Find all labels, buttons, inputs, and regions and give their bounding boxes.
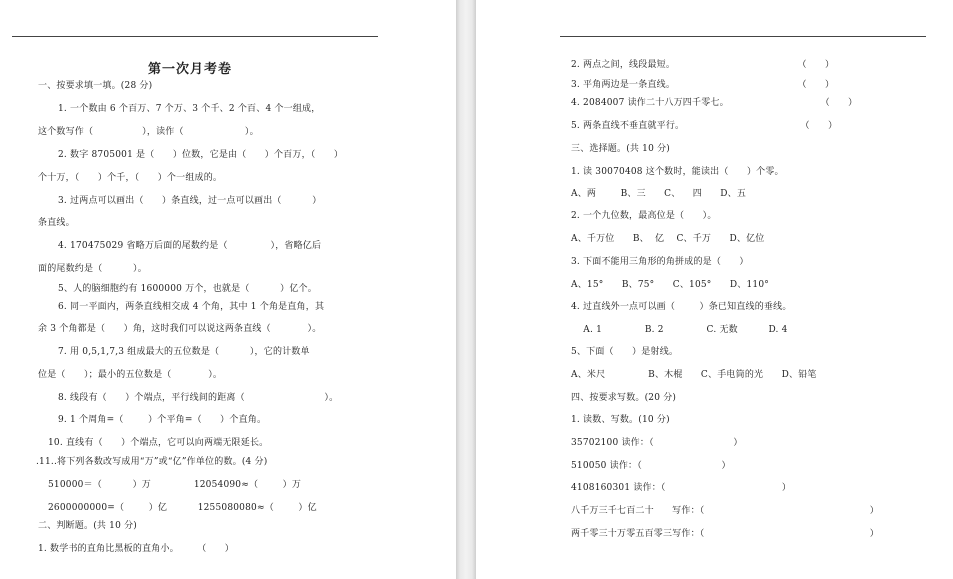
question-line: 2600000000=（ ）亿 1255080080≈（ ）亿 — [48, 503, 317, 513]
question-line: 2. 两点之间，线段最短。 （ ） — [571, 60, 835, 70]
question-line: 八千万三千七百二十 写作：（ ） — [571, 506, 879, 516]
question-line: 6. 同一平面内，两条直线相交成 4 个角，其中 1 个角是直角，其 — [58, 302, 325, 312]
question-line: 两千零三十万零五百零三写作：（ ） — [571, 529, 879, 539]
right-page — [476, 0, 953, 579]
left-page — [0, 0, 456, 579]
question-line: 510000＝（ ）万 12054090≈（ ）万 — [48, 480, 302, 490]
question-line: 余 3 个角都是（ ）角，这时我们可以说这两条直线（ ）。 — [38, 324, 322, 334]
question-line: 35702100 读作：（ ） — [571, 438, 743, 448]
option-line: A、两 B、三 C、 四 D、五 — [571, 189, 747, 199]
question-line: 1. 读数、写数。(10 分) — [571, 415, 670, 425]
question-line: 1. 读 30070408 这个数时，能读出（ ）个零。 — [571, 167, 784, 177]
question-line: 9. 1 个周角=（ ）个平角=（ ）个直角。 — [58, 415, 267, 425]
question-line: 1. 数学书的直角比黑板的直角小。 （ ） — [38, 544, 234, 554]
question-line: 2. 一个九位数，最高位是（ ）。 — [571, 211, 717, 221]
question-line: 3. 平角两边是一条直线。 （ ） — [571, 80, 835, 90]
question-line: 7. 用 0,5,1,7,3 组成最大的五位数是（ ），它的计数单 — [58, 347, 310, 357]
question-line: 5、人的脑细胞约有 1600000 万个，也就是（ ）亿个。 — [58, 284, 317, 294]
header-rule — [12, 36, 378, 37]
question-line: 个十万，（ ）个千，（ ）个一组成的。 — [38, 173, 223, 183]
question-line: 4108160301 读作：（ ） — [571, 483, 792, 493]
section-two-heading: 二、判断题。(共 10 分) — [38, 521, 137, 531]
section-four-heading: 四、按要求写数。(20 分) — [571, 393, 677, 403]
question-line: 5、下面（ ）是射线。 — [571, 347, 679, 357]
question-line: 4. 2084007 读作二十八万四千零七。 （ ） — [571, 98, 858, 108]
question-line: 8. 线段有（ ）个端点，平行线间的距离（ ）。 — [58, 393, 339, 403]
option-line: A、15° B、75° C、105° D、110° — [571, 280, 769, 290]
question-line: 1. 一个数由 6 个百万、7 个万、3 个千、2 个百、4 个一组成， — [58, 104, 321, 114]
question-line: 这个数写作（ ），读作（ ）。 — [38, 127, 259, 137]
exam-title: 第一次月考卷 — [148, 62, 233, 77]
question-line: 位是（ ）；最小的五位数是（ ）。 — [38, 370, 223, 380]
question-line: 面的尾数约是（ ）。 — [38, 264, 147, 274]
section-three-heading: 三、选择题。(共 10 分) — [571, 144, 670, 154]
question-line: 510050 读作：（ ） — [571, 461, 731, 471]
question-line: .11..将下列各数改写成用“万”或“亿”作单位的数。(4 分) — [36, 457, 268, 467]
option-line: A. 1 B. 2 C. 无数 D. 4 — [571, 325, 788, 335]
question-line: 2. 数字 8705001 是（ ）位数，它是由（ ）个百万，（ ） — [58, 150, 344, 160]
question-line: 5. 两条直线不垂直就平行。 （ ） — [571, 121, 838, 131]
page-gutter — [456, 0, 476, 579]
question-line: 条直线。 — [38, 218, 75, 228]
question-line: 3. 下面不能用三角形的角拼成的是（ ） — [571, 257, 749, 267]
section-one-heading: 一、按要求填一填。(28 分) — [38, 81, 153, 91]
question-line: 4. 170475029 省略万后面的尾数约是（ ），省略亿后 — [58, 241, 322, 251]
option-line: A、千万位 B、 亿 C、千万 D、亿位 — [571, 234, 765, 244]
option-line: A、米尺 B、木棍 C、手电筒的光 D、铅笔 — [571, 370, 817, 380]
question-line: 3. 过两点可以画出（ ）条直线，过一点可以画出（ ） — [58, 196, 322, 206]
question-line: 10. 直线有（ ）个端点，它可以向两端无限延长。 — [48, 438, 269, 448]
header-rule — [560, 36, 926, 37]
question-line: 4. 过直线外一点可以画（ ）条已知直线的垂线。 — [571, 302, 792, 312]
